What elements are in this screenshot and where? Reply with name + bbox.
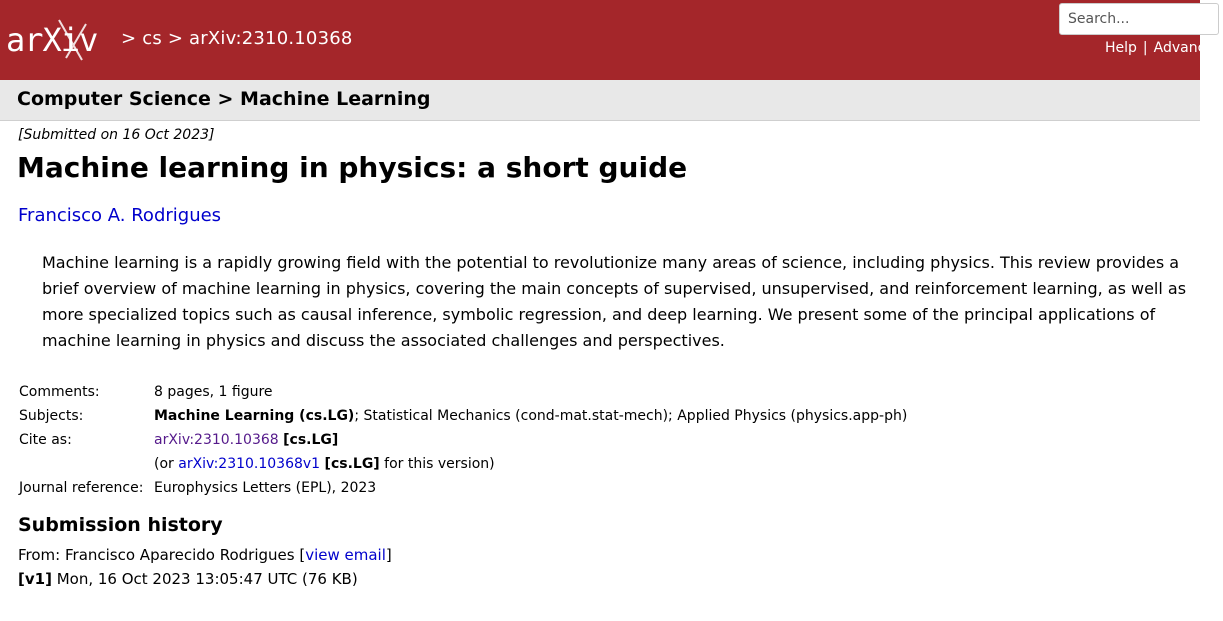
- breadcrumb: [121, 28, 353, 49]
- submission-history-heading: Submission history: [18, 514, 223, 536]
- primary-subject: Machine Learning (cs.LG): [154, 408, 355, 424]
- version-label: [v1]: [18, 570, 52, 588]
- from-suffix: ]: [385, 546, 392, 564]
- from-text: From: Francisco Aparecido Rodrigues [: [18, 546, 306, 564]
- arxiv-logo[interactable]: [4, 16, 116, 64]
- cite-id-link[interactable]: arXiv:2310.10368: [154, 432, 279, 448]
- version-line: [18, 567, 392, 591]
- subjects-label: Subjects:: [19, 408, 84, 424]
- breadcrumb-separator: >: [121, 28, 137, 49]
- help-links: [1105, 40, 1223, 56]
- comments-label: Comments:: [19, 384, 100, 400]
- author-link[interactable]: Francisco A. Rodrigues: [18, 205, 222, 226]
- category-title: Computer Science > Machine Learning: [17, 88, 431, 110]
- site-header: [0, 0, 1223, 80]
- submission-date: [Submitted on 16 Oct 2023]: [18, 127, 215, 143]
- cite-version-value: [154, 452, 495, 476]
- advanced-search-link[interactable]: Advanced: [1153, 40, 1223, 56]
- view-email-link[interactable]: view email: [305, 546, 386, 564]
- cite-version-class: [cs.LG]: [324, 456, 380, 472]
- secondary-subjects: ; Statistical Mechanics (cond-mat.stat-mech); Applied Physics (physics.app-ph): [354, 408, 908, 424]
- abstract: Machine learning is a rapidly growing field with the potential to revolutionize many areas of science, including physics. This review provides a brief overview of machine learning in physics, covering the main concepts of supervised, unsupervised, and reinforcement learning, as well as more specialized topics such as causal inference, symbolic regression, and deep learning. We present some of the principal applications of machine learning in physics and discuss the associated challenges and perspectives.: [42, 253, 1187, 350]
- cite-version-link[interactable]: arXiv:2310.10368v1: [178, 456, 321, 472]
- cite-or-text: (or: [154, 456, 179, 472]
- cite-value: [154, 428, 338, 452]
- subjects-value: [154, 404, 907, 428]
- comments-value: 8 pages, 1 figure: [154, 384, 273, 400]
- cite-version-suffix: for this version): [379, 456, 495, 472]
- link-separator: |: [1142, 40, 1148, 56]
- breadcrumb-section-link[interactable]: cs: [142, 28, 162, 49]
- help-link[interactable]: Help: [1105, 40, 1137, 56]
- cite-label: Cite as:: [19, 432, 72, 448]
- paper-title: Machine learning in physics: a short guide: [17, 151, 688, 184]
- search-input[interactable]: [1059, 3, 1219, 35]
- cite-class: [cs.LG]: [283, 432, 339, 448]
- version-info: Mon, 16 Oct 2023 13:05:47 UTC (76 KB): [51, 570, 358, 588]
- svg-text:arXiv: arXiv: [6, 21, 98, 59]
- breadcrumb-paper-id: arXiv:2310.10368: [189, 28, 353, 49]
- from-line: [18, 543, 392, 567]
- journal-value: Europhysics Letters (EPL), 2023: [154, 480, 377, 496]
- submission-history: [18, 543, 392, 591]
- breadcrumb-separator: >: [167, 28, 184, 49]
- journal-label: Journal reference:: [19, 480, 144, 496]
